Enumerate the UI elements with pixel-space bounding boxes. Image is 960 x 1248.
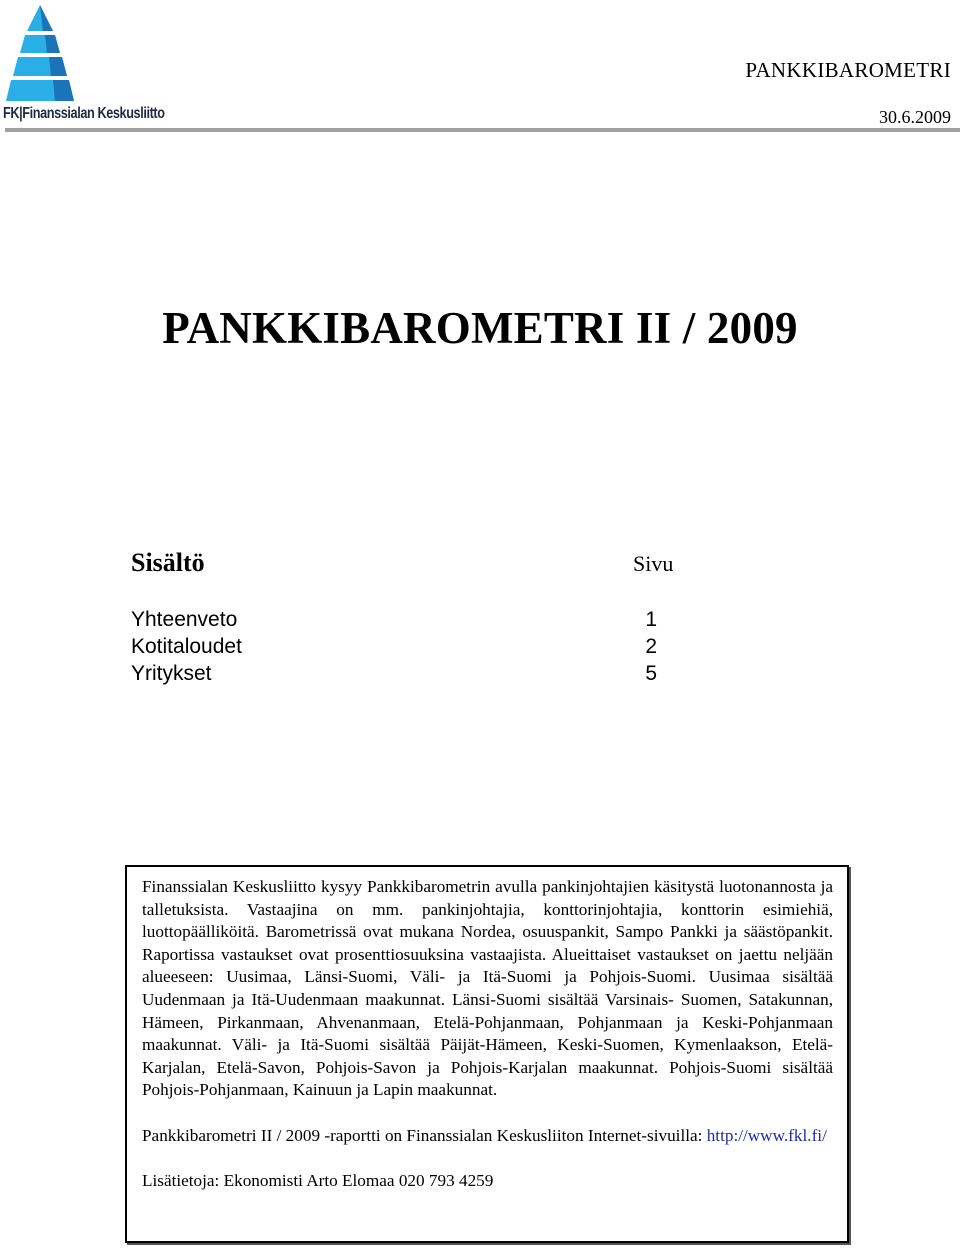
toc-heading: Sisältö — [131, 548, 205, 577]
info-contact: Lisätietoja: Ekonomisti Arto Elomaa 020 793 4259 — [142, 1170, 494, 1190]
fk-logo — [3, 5, 183, 125]
header-date: 30.6.2009 — [879, 107, 951, 127]
toc-item-page: 1 — [645, 608, 657, 631]
toc-item-label: Yritykset — [131, 662, 212, 685]
toc-item-kotitaloudet[interactable] — [131, 633, 657, 660]
info-box — [125, 865, 849, 1243]
toc-item-label: Kotitaloudet — [131, 635, 242, 658]
logo-tier-3-shade — [49, 57, 67, 76]
info-description: Finanssialan Keskusliitto kysyy Pankkibarometrin avulla pankinjohtajien käsitystä luotonannosta ja talletuksista. Vastaajina on mm. pankinjohtajia, konttorinjohtajia, konttorin esimiehiä, luottopäälliköitä. Barometrissä ovat mukana Nordea, osuuspankit, Sampo Pankki ja säästöpankit. Raportissa vastaukset ovat prosenttiosuuksina vastaajista. Alueittaiset vastaukset on jaettu neljään alueeseen: Uusimaa, Länsi-Suomi, Väli- ja Itä-Suomi ja Pohjois-Suomi. Uusimaa sisältää Uudenmaan ja Itä-Uudenmaan maakunnat. Länsi-Suomi sisältää Varsinais- Suomen, Satakunnan, Hämeen, Pirkanmaan, Ahvenanmaan, Etelä-Pohjanmaan, Pohjanmaan ja Keski-Pohjanmaan maakunnat. Väli- ja Itä-Suomi sisältää Päijät-Hämeen, Keski-Suomen, Kymenlaakson, Etelä-Karjalan, Etelä-Savon, Pohjois-Savon ja Pohjois-Karjalan maakunnat. Pohjois-Suomi sisältää Pohjois-Pohjanmaan, Kainuun ja Lapin maakunnat. — [142, 877, 833, 1100]
logo-tier-4-shade — [53, 80, 74, 101]
toc-item-page: 5 — [645, 662, 657, 685]
document-title: PANKKIBAROMETRI II / 2009 — [162, 303, 798, 353]
header-title: PANKKIBAROMETRI — [745, 58, 951, 82]
table-of-contents — [131, 606, 657, 687]
toc-item-label: Yhteenveto — [131, 608, 238, 631]
header-divider — [5, 128, 960, 132]
fk-logo-mark — [3, 5, 78, 107]
logo-tier-2-shade — [45, 35, 60, 53]
toc-page-heading: Sivu — [633, 551, 674, 576]
info-report-location — [142, 1125, 833, 1148]
info-report-text: Pankkibarometri II / 2009 -raportti on Finanssialan Keskusliiton Internet-sivuilla: — [142, 1125, 703, 1145]
logo-wordmark: FK|Finanssialan Keskusliitto — [3, 105, 165, 122]
toc-item-yhteenveto[interactable] — [131, 606, 657, 633]
toc-item-page: 2 — [645, 635, 657, 658]
fkl-website-link[interactable]: http://www.fkl.fi/ — [706, 1125, 827, 1145]
toc-item-yritykset[interactable] — [131, 660, 657, 687]
